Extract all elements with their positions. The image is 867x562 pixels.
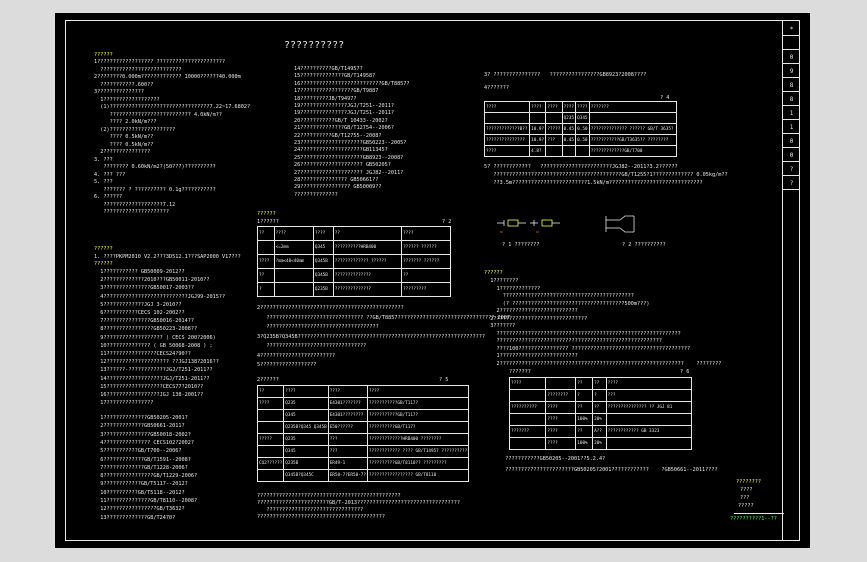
table-row	[510, 414, 692, 426]
table-row	[485, 146, 677, 157]
text-line: 2??????????????????????????????????????????????	[257, 305, 404, 311]
table-cell: Q345	[284, 410, 328, 422]
table-cell: ?	[576, 390, 593, 402]
text-line: 4???????????????????????????JGJ99-2015??	[94, 293, 226, 300]
title-block-label-1: ????????	[736, 479, 761, 485]
table-cell: ????	[402, 227, 451, 241]
text-line: 4??????????????? CECS102?2002?	[94, 439, 194, 446]
side-strip-cell: 8	[783, 80, 800, 92]
side-strip-cell: 0	[783, 136, 800, 148]
figure-1-drawing	[497, 220, 560, 232]
table-cell: ????	[546, 438, 576, 450]
table-cell	[589, 113, 676, 124]
text-line: ????100???????????????? ??????????????????????????????????????	[484, 345, 691, 352]
table-cell: ?????????????GB/T700	[589, 146, 676, 157]
table-cell: ????	[606, 378, 691, 390]
table-row	[258, 470, 469, 482]
table-row	[258, 269, 451, 283]
text-line: 5? ???????????? ???????????????????????JGJ82--2011?3.2??????	[484, 164, 678, 170]
text-line: 22??????????GB/T12755--2008?	[294, 132, 382, 139]
text-line: ???????????.600??	[94, 81, 154, 88]
table-cell: ?????? ??????	[402, 241, 451, 255]
table-cell	[510, 414, 546, 426]
text-line: ????????????????????????????????????	[257, 324, 379, 330]
table-cell: E4301????????	[328, 410, 367, 422]
table-cell: ??	[333, 227, 401, 241]
table-cell: Q235B	[284, 458, 328, 470]
text-line: ?????????????????????????????????????????????????????	[484, 338, 663, 344]
text-line: ??3.5m????????????????????????1.5kN/m??????????????????????????????	[484, 180, 703, 186]
table-cell: ??????????GB/T8110?? ?????????	[367, 458, 468, 470]
table-cell: ????	[313, 227, 333, 241]
sheet-title: ??????????	[284, 40, 345, 51]
title-block-rule	[734, 513, 784, 514]
title-block-label-2: ????	[740, 487, 753, 493]
table-cell: Q345	[313, 241, 333, 255]
drawing-sheet	[55, 13, 810, 548]
text-line: ??????????????????????????????? ??GB/T8857??????????????????????????????? 2007	[257, 314, 510, 321]
text-line: ??????????????????????????	[94, 66, 182, 73]
table-cell: ?????????	[402, 283, 451, 297]
title-block-footer: ??????????1--??	[730, 516, 777, 522]
text-line: 14??????????GB/T14957?	[294, 66, 363, 72]
table-cell: 10.9?	[530, 135, 546, 146]
text-line: 1?????????????????? ??????????????????????	[94, 59, 226, 65]
side-strip-cell: 1	[783, 122, 800, 134]
table-cell	[274, 269, 313, 283]
text-line: 9??????????????????? ( CECS 200?2006)	[94, 334, 216, 341]
text-line: 5??????????????????	[257, 362, 317, 368]
table-cell	[258, 241, 275, 255]
text-line: ???????????GB50205--2001??5.2.4?	[499, 456, 606, 462]
figure-1-caption: ? 1 ????????	[502, 242, 540, 248]
text-line: ??????????????????????????????????????????	[484, 293, 634, 299]
side-strip-cell: ?	[783, 164, 800, 176]
table-cell: ??	[576, 402, 593, 414]
table-cell: Q235	[284, 398, 328, 410]
text-line: 24????????????????????GB11345?	[294, 147, 388, 154]
table-cell: ?	[258, 283, 275, 297]
text-line: 21??????????????GB/T12754--2006?	[294, 125, 394, 132]
table-row	[258, 255, 451, 269]
table-cell: ????	[258, 398, 284, 410]
table-cell: ????	[546, 426, 576, 438]
text-line: ?????????????????????????????????????????	[257, 514, 386, 520]
text-line: 14??????????????????JGJ/T251-2011??	[94, 375, 210, 382]
text-line: 2?????????????GB50661-2011?	[94, 423, 185, 430]
text-line: ????????????????????????????????	[257, 343, 367, 349]
table-row	[258, 434, 469, 446]
table-cell	[510, 438, 546, 450]
text-line: 1?????????????????????????	[484, 353, 578, 359]
text-line: 13??????-????????????JGJ/T251-2011??	[94, 367, 213, 374]
text-line: 25????????????????????GB8923--2008?	[294, 154, 404, 161]
text-line: ?????????????????????????????????????????GB/T1255?1????????????? 0.05kg/m??	[484, 172, 728, 178]
material-table	[257, 226, 451, 297]
text-line: ???????? 0.60kN/m2?(50???)??????????	[94, 164, 216, 170]
table-cell	[530, 113, 546, 124]
side-strip-cell: 0	[783, 52, 800, 64]
text-line: ???? 2.0kN/m???	[94, 119, 157, 125]
table-4-label: ???????	[509, 369, 531, 375]
table-cell	[606, 414, 691, 426]
table-cell: Q345B	[313, 269, 333, 283]
table-cell: 0.50	[576, 124, 590, 135]
section-1-heading: ??????	[94, 52, 113, 58]
text-line: 7???????????????GB50016-2014??	[94, 318, 194, 325]
table-cell: <=2mm	[274, 241, 313, 255]
table-cell: ????	[546, 414, 576, 426]
table-cell: 100%	[576, 414, 593, 426]
table-cell: 4.8?	[530, 146, 546, 157]
side-strip-cell: *	[783, 24, 800, 36]
table-cell: ????????????????? GB/T8110	[367, 470, 468, 482]
text-line: 10?????????????? ( GB 50068-2008 ) ;	[94, 342, 213, 349]
table-cell: ????	[485, 102, 530, 113]
table-cell: ??????????	[510, 402, 546, 414]
table-row	[485, 135, 677, 146]
table-cell: ????	[576, 102, 590, 113]
text-line: ???? 0.5kN/m??	[94, 141, 154, 148]
table-cell	[510, 390, 546, 402]
table-cell: ER49-1	[328, 458, 367, 470]
text-line: ??????????????	[294, 191, 338, 198]
table-row	[258, 422, 469, 434]
table-row	[258, 227, 451, 241]
table-cell: 0.45	[562, 135, 576, 146]
table-cell: ???	[546, 135, 562, 146]
text-line: 1????????	[484, 278, 519, 284]
title-block-label-3: ???	[740, 495, 750, 501]
bolt-table	[484, 101, 677, 157]
table-row	[258, 283, 451, 297]
text-line: ???????????????????????????????	[257, 507, 364, 513]
text-line: 3???????????????GB50018-2002?	[94, 431, 191, 438]
table-cell: ???	[606, 390, 691, 402]
table-cell: Q345B?Q345C	[284, 470, 328, 482]
table-cell	[258, 470, 284, 482]
table-cell: ??	[258, 386, 284, 398]
table-cell: Q235B	[313, 283, 333, 297]
text-line: 11????????????????CECS24?90??	[94, 351, 191, 357]
text-line: 1??????????????????	[94, 96, 160, 103]
text-line: 29???????????????? GB50009??	[294, 184, 382, 191]
text-line: ???????????????????7.12	[94, 201, 176, 208]
text-line: ???????????????????????????????????????????????????????????	[484, 330, 681, 337]
table-cell	[274, 283, 313, 297]
table-cell: ???	[328, 434, 367, 446]
text-line: 5. ???	[94, 179, 113, 185]
text-line: 8????????????????GB50223-2008??	[94, 326, 198, 333]
table-cell: ??	[258, 269, 275, 283]
table-row	[510, 426, 692, 438]
text-line: 2????????0.000m????????????? 10000??????40.000m	[94, 74, 241, 80]
table-row	[510, 402, 692, 414]
side-strip-cell: 9	[783, 66, 800, 78]
side-strip-cell: 0	[783, 150, 800, 162]
text-line: 19???????????????JGJ/T251--2011?	[294, 103, 394, 109]
text-line: 12???????????????????? ??JGJ138?2016??	[94, 359, 219, 366]
table-cell: ???	[328, 446, 367, 458]
table-cell	[258, 422, 284, 434]
table-row	[258, 398, 469, 410]
table-row	[258, 386, 469, 398]
text-line: 2??????????????????????????????????????????????????????????? ????????	[484, 360, 722, 367]
text-line: 9????????????GB/T5117--2012?	[94, 481, 188, 488]
text-line: 15??????????????GB/T14958?	[294, 73, 376, 80]
text-line: 3?Q235B?Q345B????????????????????????????????????????????????????????????	[257, 333, 485, 340]
table-cell: ?mm<40<40mm	[274, 255, 313, 269]
text-line: 3. ???	[94, 156, 113, 163]
table-cell: 100%	[576, 438, 593, 450]
table-cell: Q235B?Q345 Q345B	[284, 422, 328, 434]
table-cell: ??????????HRB400	[333, 241, 401, 255]
text-line: ??????????????????????????????????????????????	[257, 493, 401, 499]
table-1-label: 1??????	[257, 219, 279, 225]
table-cell: ????	[367, 386, 468, 398]
table-cell	[546, 378, 576, 390]
table-cell: ????	[530, 102, 546, 113]
table-cell: ??	[576, 426, 593, 438]
text-line: ??????? ? ?????????? 0.1g???????????	[94, 186, 216, 193]
table-cell: 10.9?	[530, 124, 546, 135]
text-line: ???????????????????????GB/T-2013?????????????????????????????????	[257, 500, 461, 506]
text-line: 3???????????????GB50017-2003??	[94, 285, 194, 292]
table-cell: ????	[328, 386, 367, 398]
text-line: 6. ??????	[94, 194, 123, 200]
table-cell: ER50-7?ER50-7?	[328, 470, 367, 482]
text-line: ?????????????????????????? 4.0kN/m??	[94, 111, 223, 118]
title-block-label-4: ?????	[738, 503, 754, 509]
table-row	[485, 113, 677, 124]
text-line: 6???????????CECS 102-2002??	[94, 310, 185, 316]
table-cell: Q235	[284, 434, 328, 446]
side-strip-cell: ?	[783, 178, 800, 190]
table-row	[258, 241, 451, 255]
table-cell	[576, 146, 590, 157]
text-line: (2)?????????????????????	[94, 126, 176, 133]
text-line: 3???????????????	[94, 89, 144, 95]
section-7-heading: ??????	[484, 270, 503, 276]
table-cell: ????	[284, 386, 328, 398]
section-4-heading: ??????	[257, 211, 276, 217]
table-cell: ????????????? ??????	[333, 255, 401, 269]
text-line: (1)????????????????????????????????7.22~17.6802?	[94, 104, 251, 110]
table-cell: Q235	[562, 113, 576, 124]
side-strip-cell: 1	[783, 108, 800, 120]
text-line: 2??????????????????????????????	[484, 315, 588, 322]
table-cell: ???????	[589, 102, 676, 113]
table-cell: Q345	[576, 113, 590, 124]
table-cell: ?????	[546, 124, 562, 135]
text-line: 12????????????????GB/T3632?	[94, 506, 185, 513]
drawing-frame	[65, 20, 800, 541]
text-line: 10??????????GB/T5118--2012?	[94, 489, 185, 496]
text-line: (? ????????????????????????????????????500m???)	[484, 300, 650, 307]
table-cell: ???????????????	[485, 135, 530, 146]
table-cell	[546, 113, 562, 124]
table-row	[510, 390, 692, 402]
table-cell: ??	[402, 269, 451, 283]
table-cell: ????	[274, 227, 313, 241]
table-2-label: 2??????	[257, 377, 279, 383]
table-cell: ??	[593, 402, 607, 414]
table-cell: ??	[258, 227, 275, 241]
figure-2-drawing	[606, 216, 634, 232]
text-line: 2???????????????	[94, 149, 151, 155]
text-line: 4????????????????????????	[257, 352, 336, 359]
table-row	[510, 378, 692, 390]
table-cell: ????	[258, 255, 275, 269]
table-cell: ???????	[510, 426, 546, 438]
side-strip-cell: 8	[783, 94, 800, 106]
table-cell: Q345B	[313, 255, 333, 269]
table-cell: ????????	[546, 390, 576, 402]
section-2-heading: ??????	[94, 246, 113, 252]
table-cell: ???????????GB/T3635?? ????????	[589, 135, 676, 146]
text-line: 26???????????????????? GB50205?	[294, 162, 391, 169]
text-line: 16?????????????????JGJ 138-2001??	[94, 392, 204, 398]
table-3-caption: ? 4	[660, 95, 670, 101]
table-cell: Q345	[284, 446, 328, 458]
table-cell: ???????????? GB 3323	[606, 426, 691, 438]
text-line: 7?????????????GB/T1228-2006?	[94, 464, 188, 471]
table-row	[258, 410, 469, 422]
text-line: 5?????????????JGJ 3-2010??	[94, 301, 182, 308]
text-line: 3???????	[484, 323, 516, 329]
table-cell: ???????????GB/T117?	[367, 410, 468, 422]
text-line: 20???????????GB/T 10433--2002?	[294, 117, 388, 124]
text-line: 1?????????????	[484, 285, 541, 292]
side-title-strip	[782, 21, 800, 540]
table-cell: ?????????????? ?????? GB/T 3635?	[589, 124, 676, 135]
text-line: 13?????????????GB/T2470?	[94, 514, 176, 521]
table-cell: E4301???????	[328, 398, 367, 410]
welding-table	[257, 385, 469, 482]
section-2-subheading: ??????	[94, 261, 113, 267]
table-cell: ?????????????B??	[485, 124, 530, 135]
table-cell: ????	[546, 402, 576, 414]
text-line: 4. ??? ???	[94, 171, 126, 178]
table-2-caption: ? 5	[439, 377, 449, 383]
table-cell: ?????	[258, 434, 284, 446]
table-cell: E50??????	[328, 422, 367, 434]
table-4-caption: ? 6	[680, 369, 690, 375]
section-2-first-line: 1. ????PKPM2010 V2.2???3D512.1???SAP2000 V17???	[94, 254, 241, 260]
table-cell	[258, 410, 284, 422]
table-cell	[546, 146, 562, 157]
table-cell: 20%	[593, 414, 607, 426]
table-cell	[562, 146, 576, 157]
text-line: 19???????????????JGJ/T251--2011?	[294, 110, 394, 117]
text-line: 17?????????????????GB/T9887	[294, 88, 379, 95]
table-cell: ??????????????	[333, 283, 401, 297]
table-cell: 0.50	[576, 135, 590, 146]
table-cell: ???????????GB/T117?	[367, 398, 468, 410]
table-cell: ???????????? ???? GB/T14957 ??????????	[367, 446, 468, 458]
figure-2-caption: ? 2 ??????????	[622, 242, 666, 248]
table-row	[485, 102, 677, 113]
text-line: 6?????????????GB/T1591--2008?	[94, 456, 191, 463]
text-line: 1??????????????GB50205-2001?	[94, 415, 188, 421]
text-line: 8????????????????GB/T1229-2006?	[94, 473, 198, 480]
table-row	[258, 458, 469, 470]
table-row	[485, 124, 677, 135]
table-1-caption: ? 2	[442, 219, 452, 225]
inspection-table	[509, 377, 692, 450]
text-line: 11??????????????GB/T8110--2008?	[94, 498, 198, 504]
text-line: 16??????????????????????????GB/T8857?	[294, 80, 410, 87]
table-cell: ????	[485, 146, 530, 157]
table-cell: ????	[562, 102, 576, 113]
table-cell: ??????????????	[333, 269, 401, 283]
text-line: 2?????????????2010???GB50011-2010??	[94, 277, 210, 284]
table-cell	[485, 113, 530, 124]
text-line: 28??????????????? GB50661??	[294, 177, 379, 183]
text-line: 27???????????????????? JGJ82--2011?	[294, 169, 404, 176]
text-line: ?????????????????????	[94, 209, 169, 215]
text-line: 2?????????????????????????	[484, 308, 578, 314]
text-line: 15??????????????????CECS77?2010??	[94, 383, 204, 390]
table-3-label: 4???????	[484, 85, 509, 91]
table-cell: CO2??????	[258, 458, 284, 470]
table-cell: A??	[593, 426, 607, 438]
table-cell: ????	[546, 102, 562, 113]
table-cell	[258, 446, 284, 458]
side-strip-cell	[783, 38, 800, 50]
section-3-intro: 3? ??????????????? ????????????????GB8923?2008????	[484, 72, 647, 78]
text-line: 18?????????JB/T9497?	[294, 95, 357, 102]
table-cell: ????	[510, 378, 546, 390]
text-line: ???? 0.5kN/m??	[94, 134, 154, 140]
table-cell: ??????????????? ?? JGJ 81	[606, 402, 691, 414]
text-line: ??????????????????????GB50205?2001???????????? ?GB50661--2011????	[499, 467, 718, 473]
table-cell: ?????????????HRB400 ????????	[367, 434, 468, 446]
table-cell: ??????????GB/T117?	[367, 422, 468, 434]
table-row	[510, 438, 692, 450]
table-cell	[606, 438, 691, 450]
text-line: 5???????????GB/T700--2006?	[94, 448, 182, 455]
text-line: 23????????????????????GB50223--2005?	[294, 140, 407, 146]
table-cell: ??????? ??????	[402, 255, 451, 269]
table-row	[258, 446, 469, 458]
text-line: 17???????????????	[94, 400, 154, 407]
table-cell: 0.45	[562, 124, 576, 135]
table-cell: ?	[593, 390, 607, 402]
text-line: 1??????????? GB50009-2012??	[94, 269, 185, 275]
table-cell: ??	[576, 378, 593, 390]
table-cell: ??	[593, 378, 607, 390]
table-cell: 20%	[593, 438, 607, 450]
